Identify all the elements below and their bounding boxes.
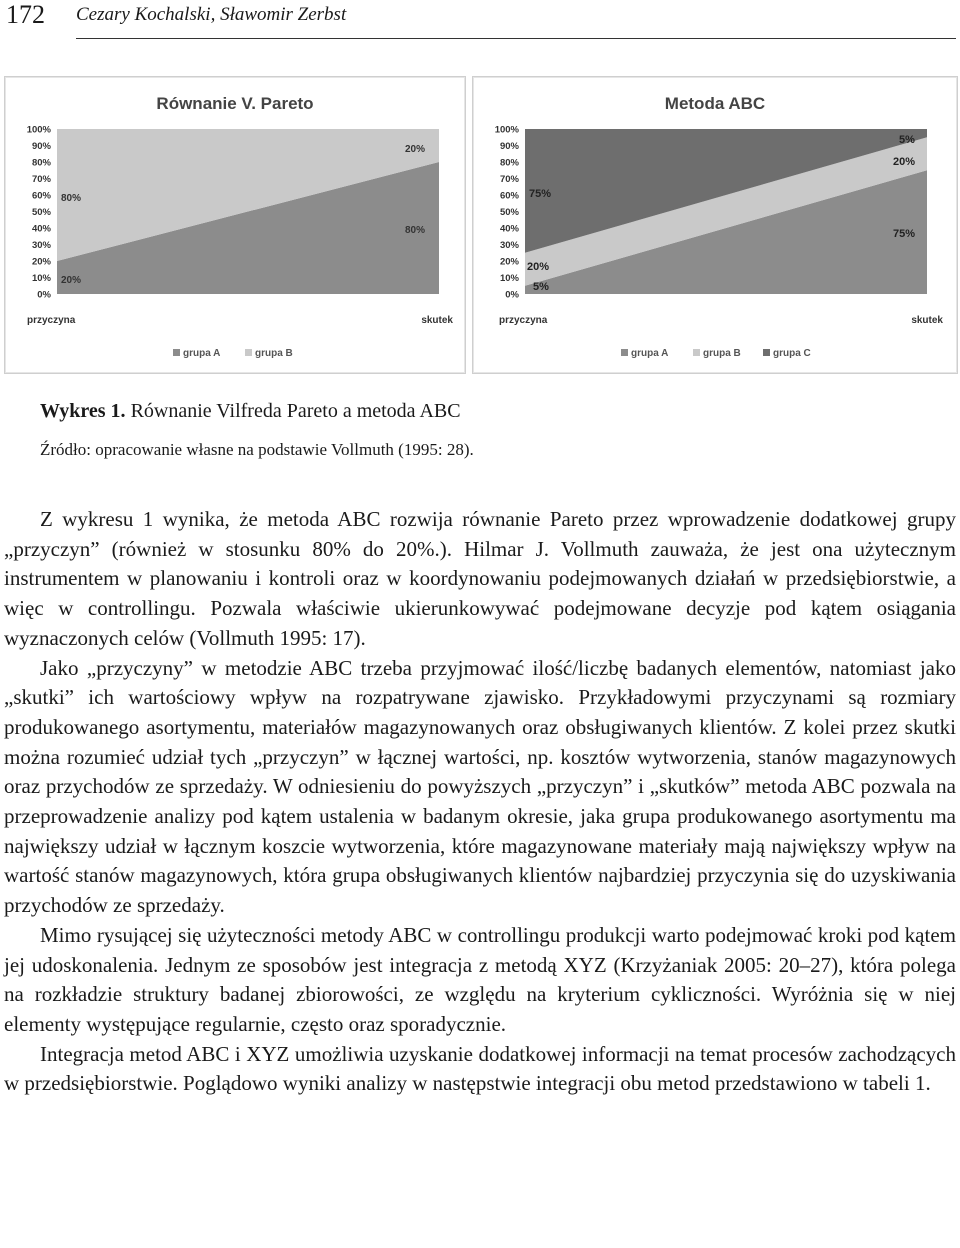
y-tick-label: 70% [499, 174, 519, 185]
y-tick-label: 100% [26, 124, 51, 136]
chart-pareto [4, 76, 466, 374]
chart-title: Metoda ABC [664, 94, 766, 113]
x-label-przyczyna: przyczyna [499, 315, 548, 326]
y-tick-label: 0% [37, 289, 51, 301]
paragraph: Mimo rysującej się użyteczności metody ABC w controllingu produkcji warto podejmować kroki pod kątem jej udoskonalenia. Jednym ze sposobów jest integracja z metodą XYZ (Krzyżaniak 2005: 20–27), która polega na rozkładzie struktury badanej zbiorowości, ze względu na kryterium cykliczności. Wyróżnia się w niej elementy występujące regularnie, często oraz sporadycznie. [4, 922, 956, 1036]
legend-label-grupa-b: grupa B [255, 348, 293, 359]
annotation-label: 5% [533, 281, 549, 293]
x-label-skutek: skutek [421, 315, 453, 326]
figure-caption [40, 400, 461, 423]
y-tick-label: 0% [505, 289, 519, 301]
legend-swatch-grupa-a [621, 349, 628, 356]
y-tick-label: 10% [31, 273, 51, 284]
annotation-label: 75% [893, 228, 916, 240]
y-tick-label: 90% [499, 141, 519, 152]
legend-label-grupa-b: grupa B [703, 348, 741, 359]
chart-title: Równanie V. Pareto [156, 94, 314, 113]
legend-label-grupa-a: grupa A [631, 348, 669, 359]
y-tick-label: 50% [499, 207, 519, 218]
y-tick-label: 60% [499, 190, 519, 202]
y-tick-label: 100% [494, 124, 519, 136]
paragraph: Integracja metod ABC i XYZ umożliwia uzyskanie dodatkowej informacji na temat procesów zachodzących w przedsiębiorstwie. Poglądowo wyniki analizy w następstwie integracji obu metod przedstawiono w tabeli 1. [4, 1041, 956, 1096]
paragraph: Jako „przyczyny” w metodzie ABC trzeba przyjmować ilość/liczbę badanych elementów, natomiast jako „skutki” ich wartościowy wpływ na rozpatrywane zjawisko. Przykładowymi przyczynami są rozmiary produkowanego asortymentu, materiałów magazynowanych oraz obsługiwanych klientów. Z kolei przez skutki można rozumieć udział tych „przyczyn” w łącznej wartości, np. kosztów wytworzenia, stanów magazynowych oraz przychodów ze sprzedaży. W odniesieniu do powyższych „przyczyn” i „skutków” metoda ABC pozwala na przeprowadzenie analizy pod kątem ustalenia w badanym okresie, jaka grupa produkowanego asortymentu ma największy udział w łącznym koszcie wytworzenia, które magazynowane materiały mają największy wpływ na wartość stanów magazynowych, która grupa obsługiwanych klientów najbardziej przyczynia się do uzyskiwania przychodów ze sprzedaży. [4, 655, 956, 918]
y-tick-label: 30% [31, 240, 51, 251]
y-tick-label: 30% [499, 240, 519, 251]
y-tick-label: 60% [31, 190, 51, 202]
annotation-label: 5% [899, 134, 915, 146]
x-label-przyczyna: przyczyna [27, 315, 76, 326]
chart-abc [472, 76, 958, 374]
y-tick-label: 50% [31, 207, 51, 218]
y-tick-label: 40% [499, 223, 519, 235]
annotation-label: 20% [405, 144, 426, 155]
y-tick-label: 80% [499, 157, 519, 169]
annotation-label: 80% [405, 225, 426, 236]
annotation-label: 20% [893, 156, 916, 168]
y-tick-label: 80% [31, 157, 51, 169]
annotation-label: 80% [61, 193, 82, 204]
chart-pareto-svg [5, 77, 465, 373]
annotation-label: 75% [529, 188, 552, 200]
legend-label-grupa-a: grupa A [183, 348, 221, 359]
y-tick-label: 70% [31, 174, 51, 185]
y-tick-label: 10% [499, 273, 519, 284]
y-tick-label: 20% [31, 256, 51, 268]
figure-source: Źródło: opracowanie własne na podstawie Vollmuth (1995: 28). [40, 440, 474, 459]
page-number: 172 [6, 0, 45, 29]
legend-swatch-grupa-c [763, 349, 770, 356]
annotation-label: 20% [527, 261, 550, 273]
running-head-authors: Cezary Kochalski, Sławomir Zerbst [76, 4, 347, 25]
legend-swatch-grupa-a [173, 349, 180, 356]
body-text [4, 505, 956, 1099]
figure-caption-label: Wykres 1. [40, 400, 126, 422]
chart-abc-svg [473, 77, 957, 373]
y-tick-label: 40% [31, 223, 51, 235]
legend-label-grupa-c: grupa C [773, 348, 811, 359]
page-header [0, 0, 960, 40]
figure-caption-text: Równanie Vilfreda Pareto a metoda ABC [125, 400, 461, 422]
legend-swatch-grupa-b [693, 349, 700, 356]
paragraph: Z wykresu 1 wynika, że metoda ABC rozwija równanie Pareto przez wprowadzenie dodatkowej grupy „przyczyn” (również w stosunku 80% do 20%.). Hilmar J. Vollmuth zauważa, że jest ona użytecznym instrumentem w planowaniu i kontroli oraz w koordynowaniu podejmowanych działań w przedsiębiorstwie, a więc w controllingu. Pozwala właściwie ukierunkowywać podejmowane decyzje pod kątem osiągania wyznaczonych celów (Vollmuth 1995: 17). [4, 507, 956, 650]
y-tick-label: 20% [499, 256, 519, 268]
annotation-label: 20% [61, 275, 82, 286]
legend-swatch-grupa-b [245, 349, 252, 356]
header-rule [76, 38, 956, 39]
y-tick-label: 90% [31, 141, 51, 152]
x-label-skutek: skutek [911, 315, 943, 326]
